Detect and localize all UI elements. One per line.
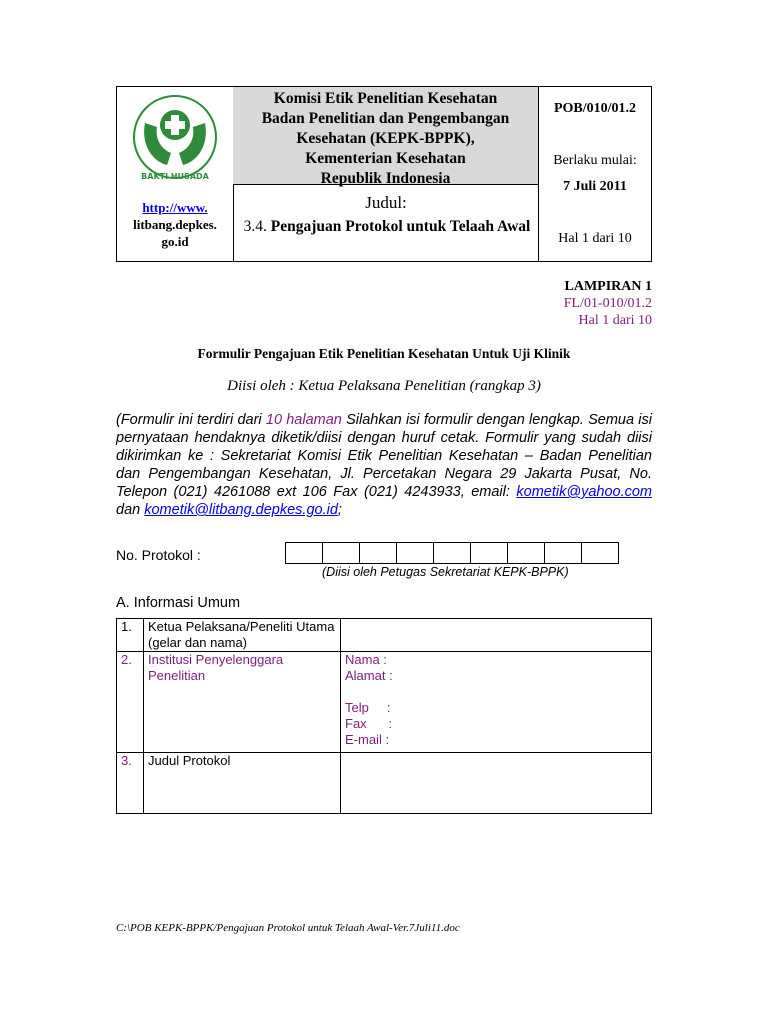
url-link[interactable]: http://www. bbox=[142, 200, 208, 215]
form-title: Formulir Pengajuan Etik Penelitian Kesehatan Untuk Uji Klinik bbox=[197, 346, 571, 361]
field-name-label: Nama : bbox=[345, 652, 387, 667]
row-label: Ketua Pelaksana/Peneliti Utama (gelar dan nama) bbox=[144, 619, 341, 652]
protocol-note: (Diisi oleh Petugas Sekretariat KEPK-BPPK) bbox=[322, 565, 569, 579]
intro-pages: 10 halaman bbox=[265, 412, 342, 428]
leader-input-cell[interactable] bbox=[341, 619, 652, 652]
url-part1: litbang.depkes. bbox=[133, 217, 217, 232]
email-link-litbang[interactable]: kometik@litbang.depkes.go.id bbox=[144, 502, 338, 518]
header-table bbox=[116, 86, 652, 262]
protocol-digit-box[interactable] bbox=[322, 542, 360, 564]
org-line: Kesehatan (KEPK-BPPK), bbox=[296, 130, 475, 147]
field-address-label: Alamat : bbox=[345, 668, 393, 683]
intro-text: Silahkan isi formulir dengan lengkap. Semua isi pernyataan hendaknya diketik/diisi dengan huruf cetak. Formulir yang sudah diisi dikirimkan ke : Sekretariat Komisi Etik Penelitian Kesehatan – Badan Penelitian dan Pengembangan Kesehatan, Jl. Percetakan Negara 29 Jakarta Pusat, No. Telepon (021) 4261088 ext 106 Fax (021) 4243933, email: bbox=[116, 412, 652, 500]
row-number: 2. bbox=[117, 652, 144, 753]
effective-date: 7 Juli 2011 bbox=[563, 179, 627, 194]
title-text: Pengajuan Protokol untuk Telaah Awal bbox=[270, 218, 531, 235]
field-email-label: E-mail : bbox=[345, 732, 390, 747]
table-row bbox=[117, 652, 652, 753]
protocol-digit-box[interactable] bbox=[396, 542, 434, 564]
row-number: 1. bbox=[117, 619, 144, 652]
org-line: Republik Indonesia bbox=[320, 170, 451, 187]
doc-code: POB/010/01.2 bbox=[553, 101, 637, 116]
url-part2: go.id bbox=[161, 234, 189, 249]
protocol-digit-box[interactable] bbox=[581, 542, 619, 564]
lampiran-title: LAMPIRAN 1 bbox=[564, 279, 652, 294]
lampiran-page: Hal 1 dari 10 bbox=[578, 313, 652, 328]
table-row bbox=[117, 753, 652, 814]
intro-text: (Formulir ini terdiri dari bbox=[116, 412, 266, 428]
row-label: Institusi Penyelenggara Penelitian bbox=[144, 652, 341, 753]
footer-path: C:\POB KEPK-BPPK/Pengajuan Protokol untuk Telaah Awal-Ver.7Juli11.doc bbox=[116, 922, 460, 934]
logo-text: BAKTI HUSADA bbox=[141, 172, 209, 181]
section-a-heading: A. Informasi Umum bbox=[116, 595, 241, 611]
instructions-paragraph bbox=[116, 411, 652, 519]
effective-label: Berlaku mulai: bbox=[553, 153, 637, 168]
filled-by: Diisi oleh : Ketua Pelaksana Penelitian (rangkap 3) bbox=[227, 378, 541, 394]
intro-text: dan bbox=[116, 502, 145, 518]
table-row bbox=[117, 619, 652, 652]
row-label: Judul Protokol bbox=[144, 753, 341, 814]
row-number: 3. bbox=[117, 753, 144, 814]
org-name bbox=[233, 87, 538, 189]
judul-label: Judul: bbox=[365, 193, 407, 212]
title-number: 3.4. bbox=[243, 218, 267, 235]
field-fax-label: Fax : bbox=[345, 716, 392, 731]
org-line: Kementerian Kesehatan bbox=[305, 150, 466, 167]
title-cell bbox=[233, 185, 539, 261]
document-title bbox=[237, 217, 537, 236]
field-phone-label: Telp : bbox=[345, 700, 391, 715]
general-info-table bbox=[116, 618, 652, 814]
lampiran-block bbox=[564, 278, 652, 329]
org-line: Komisi Etik Penelitian Kesehatan bbox=[273, 90, 498, 107]
protocol-digit-box[interactable] bbox=[285, 542, 323, 564]
org-cell bbox=[233, 87, 539, 185]
email-link-yahoo[interactable]: kometik@yahoo.com bbox=[516, 484, 652, 500]
protocol-digit-box[interactable] bbox=[507, 542, 545, 564]
meta-cell bbox=[539, 87, 651, 261]
protocol-digit-box[interactable] bbox=[470, 542, 508, 564]
protocol-digit-box[interactable] bbox=[544, 542, 582, 564]
protocol-digit-box[interactable] bbox=[359, 542, 397, 564]
page-number: Hal 1 dari 10 bbox=[558, 231, 632, 246]
bakti-husada-logo bbox=[131, 93, 219, 185]
org-line: Badan Penelitian dan Pengembangan bbox=[261, 110, 510, 127]
protocol-label: No. Protokol : bbox=[116, 547, 201, 563]
protocol-digit-box[interactable] bbox=[433, 542, 471, 564]
logo-cell bbox=[117, 87, 234, 261]
website-url[interactable] bbox=[117, 199, 233, 250]
title-input-cell[interactable] bbox=[341, 753, 652, 814]
lampiran-code: FL/01-010/01.2 bbox=[563, 296, 652, 311]
intro-text: ; bbox=[337, 502, 342, 518]
protocol-number-boxes[interactable] bbox=[286, 542, 619, 564]
institution-input-cell[interactable] bbox=[341, 652, 652, 753]
